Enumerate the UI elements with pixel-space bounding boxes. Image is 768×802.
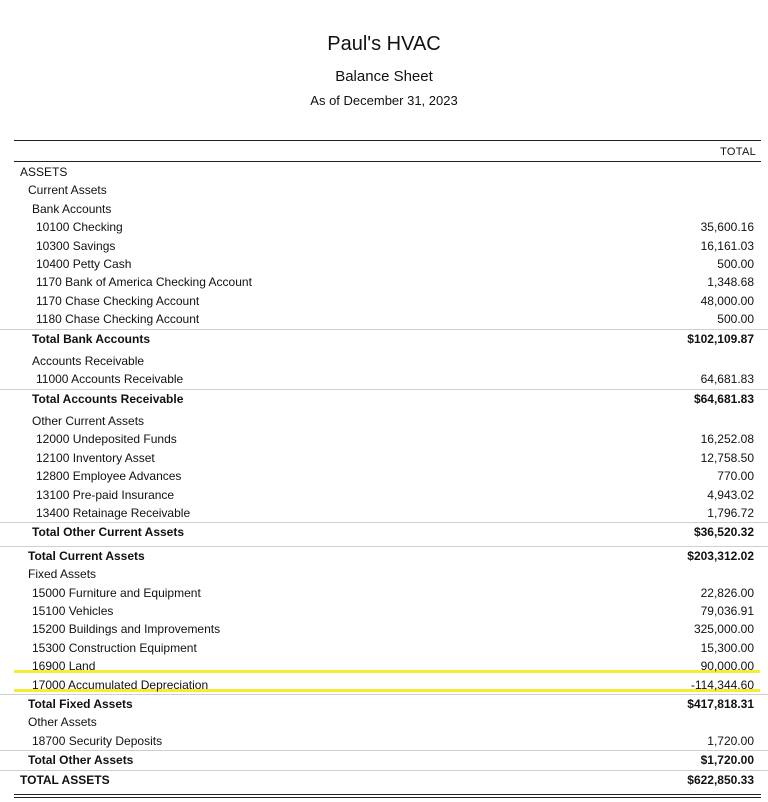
account-label: Total Other Assets	[28, 753, 134, 768]
account-label: 17000 Accumulated Depreciation	[32, 677, 209, 692]
account-label: Current Assets	[28, 183, 107, 198]
amount-value: $64,681.83	[693, 391, 754, 406]
table-row[interactable]	[0, 504, 768, 522]
table-row[interactable]	[0, 639, 768, 657]
amount-value: $203,312.02	[687, 548, 754, 563]
table-row[interactable]	[0, 292, 768, 310]
account-label: Fixed Assets	[28, 567, 97, 582]
table-row[interactable]	[0, 218, 768, 236]
amount-value: $1,720.00	[700, 753, 754, 768]
column-header-divider	[14, 161, 761, 162]
table-row[interactable]	[0, 676, 768, 694]
account-label: 10100 Checking	[36, 220, 123, 235]
total-row[interactable]	[0, 694, 768, 713]
account-label: ASSETS	[20, 165, 68, 179]
total-row[interactable]	[0, 750, 768, 769]
account-label: 12100 Inventory Asset	[36, 450, 155, 465]
account-label: Other Current Assets	[32, 414, 145, 429]
company-name: Paul's HVAC	[327, 33, 441, 55]
amount-value: $102,109.87	[687, 331, 754, 346]
table-row[interactable]	[0, 412, 768, 430]
account-label: 15000 Furniture and Equipment	[32, 585, 201, 600]
total-row[interactable]	[0, 389, 768, 408]
table-row[interactable]	[0, 255, 768, 273]
account-label: 13400 Retainage Receivable	[36, 506, 191, 521]
account-label: 12800 Employee Advances	[36, 469, 182, 484]
column-header-total: TOTAL	[720, 146, 756, 158]
amount-value: $36,520.32	[693, 525, 754, 540]
report-date: As of December 31, 2023	[310, 93, 458, 108]
table-row[interactable]	[0, 467, 768, 485]
amount-value: $622,850.33	[687, 772, 754, 787]
table-row[interactable]	[0, 584, 768, 602]
amount-value: 90,000.00	[700, 659, 754, 674]
account-label: 10300 Savings	[36, 238, 116, 253]
amount-value: 500.00	[717, 312, 754, 327]
amount-value: 48,000.00	[700, 293, 754, 308]
account-label: 15300 Construction Equipment	[32, 640, 197, 655]
table-row[interactable]	[0, 237, 768, 255]
table-row[interactable]	[0, 565, 768, 583]
balance-sheet-table	[0, 163, 768, 789]
table-row[interactable]	[0, 163, 768, 181]
table-row[interactable]	[0, 657, 768, 675]
table-row[interactable]	[0, 181, 768, 199]
table-row[interactable]	[0, 200, 768, 218]
table-row[interactable]	[0, 486, 768, 504]
amount-value: 770.00	[717, 469, 754, 484]
top-divider	[14, 140, 761, 141]
account-label: 1170 Chase Checking Account	[36, 293, 200, 308]
amount-value: 15,300.00	[700, 640, 754, 655]
amount-value: 12,758.50	[700, 450, 754, 465]
total-row[interactable]	[0, 770, 768, 789]
account-label: Other Assets	[28, 715, 97, 730]
table-row[interactable]	[0, 310, 768, 328]
bottom-double-rule	[14, 794, 761, 798]
amount-value: 500.00	[717, 256, 754, 271]
amount-value: 22,826.00	[700, 585, 754, 600]
amount-value: 1,348.68	[707, 275, 754, 290]
table-row[interactable]	[0, 732, 768, 750]
table-row[interactable]	[0, 449, 768, 467]
table-row[interactable]	[0, 430, 768, 448]
account-label: Total Accounts Receivable	[32, 391, 184, 406]
amount-value: 16,161.03	[700, 238, 754, 253]
amount-value: 1,720.00	[707, 733, 754, 748]
amount-value: 35,600.16	[700, 220, 754, 235]
amount-value: 4,943.02	[707, 487, 754, 502]
amount-value: -114,344.60	[690, 677, 754, 692]
account-label: 11000 Accounts Receivable	[36, 372, 184, 387]
account-label: 1180 Chase Checking Account	[36, 312, 200, 327]
total-row[interactable]	[0, 522, 768, 541]
account-label: 16900 Land	[32, 659, 96, 674]
account-label: Total Other Current Assets	[32, 525, 185, 540]
total-row[interactable]	[0, 329, 768, 348]
amount-value: 1,796.72	[707, 506, 754, 521]
account-label: 1170 Bank of America Checking Account	[36, 275, 252, 290]
account-label: TOTAL ASSETS	[20, 772, 110, 787]
account-label: Total Bank Accounts	[32, 331, 151, 346]
table-row[interactable]	[0, 713, 768, 731]
total-row[interactable]	[0, 546, 768, 565]
amount-value: 79,036.91	[700, 603, 754, 618]
account-label: Bank Accounts	[32, 201, 112, 216]
account-label: 10400 Petty Cash	[36, 256, 132, 271]
account-label: 15200 Buildings and Improvements	[32, 622, 221, 637]
account-label: 15100 Vehicles	[32, 603, 114, 618]
account-label: Accounts Receivable	[32, 353, 145, 368]
account-label: 12000 Undeposited Funds	[36, 432, 177, 447]
amount-value: $417,818.31	[687, 696, 754, 711]
account-label: Total Fixed Assets	[28, 696, 133, 711]
amount-value: 16,252.08	[700, 432, 754, 447]
account-label: 13100 Pre-paid Insurance	[36, 487, 175, 502]
account-label: Total Current Assets	[28, 548, 145, 563]
table-row[interactable]	[0, 273, 768, 291]
report-title: Balance Sheet	[335, 68, 433, 85]
table-row[interactable]	[0, 602, 768, 620]
amount-value: 325,000.00	[693, 622, 754, 637]
table-row[interactable]	[0, 370, 768, 388]
table-row[interactable]	[0, 620, 768, 638]
account-label: 18700 Security Deposits	[32, 733, 163, 748]
table-row[interactable]	[0, 352, 768, 370]
amount-value: 64,681.83	[700, 372, 754, 387]
